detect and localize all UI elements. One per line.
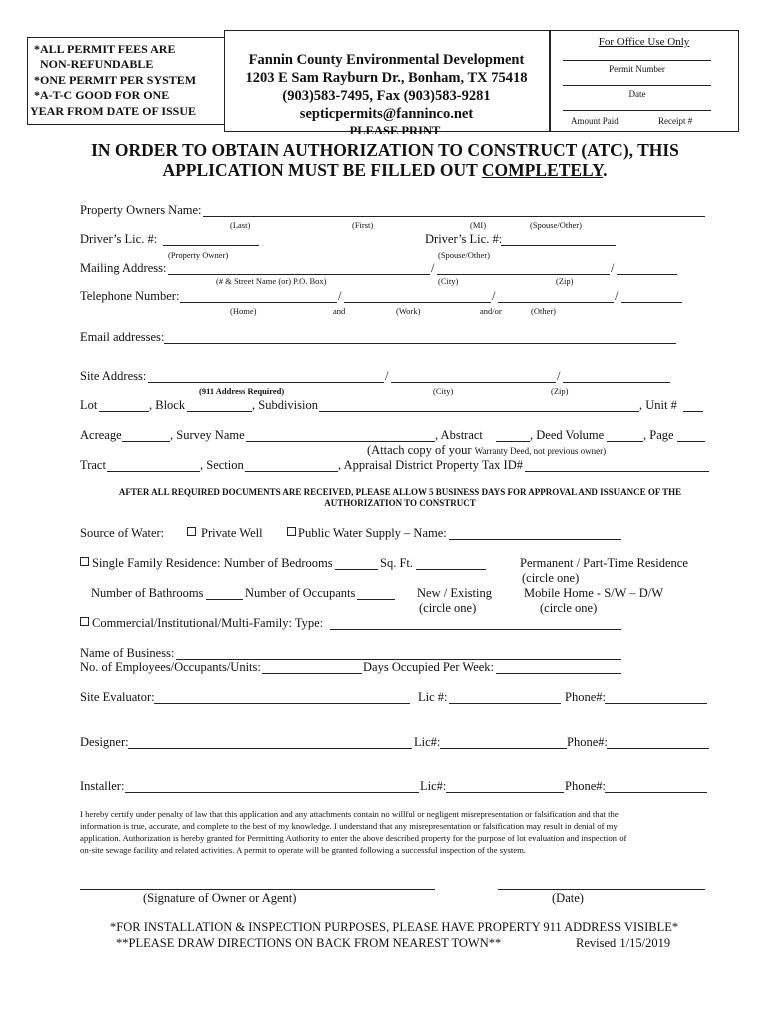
- slash: /: [611, 261, 615, 275]
- office-phone: (903)583-7495, Fax (903)583-9281: [282, 88, 491, 104]
- site-evaluator-lic-field[interactable]: [449, 703, 561, 704]
- circle-one-3: (circle one): [540, 601, 598, 615]
- block-field[interactable]: [187, 411, 252, 412]
- fees-line-5: YEAR FROM DATE OF ISSUE: [30, 104, 197, 118]
- survey-field[interactable]: [246, 441, 435, 442]
- slash: /: [385, 369, 389, 383]
- survey-label: , Survey Name: [170, 428, 245, 442]
- public-water-label: Public Water Supply – Name:: [298, 526, 447, 540]
- sub-other: (Other): [531, 306, 557, 316]
- checkbox-icon[interactable]: [187, 527, 196, 536]
- sub-spouse: (Spouse/Other): [530, 220, 582, 230]
- site-address-label: Site Address:: [80, 369, 147, 383]
- designer-phone-label: Phone#:: [567, 735, 608, 749]
- sub-andor: and/or: [480, 306, 502, 316]
- installer-lic-field[interactable]: [446, 792, 564, 793]
- business-name-label: Name of Business:: [80, 646, 175, 660]
- page-field[interactable]: [677, 441, 705, 442]
- sub-spouse-other: (Spouse/Other): [438, 250, 490, 260]
- email-field[interactable]: [164, 343, 676, 344]
- attach-prefix: (Attach copy of your: [367, 443, 475, 457]
- checkbox-icon[interactable]: [80, 557, 89, 566]
- private-well-label: Private Well: [201, 526, 263, 540]
- installer-phone-label: Phone#:: [565, 779, 606, 793]
- phone-home-field[interactable]: [180, 302, 337, 303]
- sub-and: and: [333, 306, 346, 316]
- form-title-line-1: IN ORDER TO OBTAIN AUTHORIZATION TO CONSTRUCT (ATC), THIS: [91, 140, 679, 160]
- permit-number-label: Permit Number: [609, 64, 665, 74]
- tract-label: Tract: [80, 458, 106, 472]
- site-evaluator-lic-label: Lic #:: [418, 690, 448, 704]
- office-date-label: Date: [628, 89, 646, 99]
- sub-work: (Work): [396, 306, 421, 316]
- drivers-lic-spouse-field[interactable]: [501, 245, 616, 246]
- site-evaluator-field[interactable]: [154, 703, 410, 704]
- telephone-label: Telephone Number:: [80, 289, 180, 303]
- signature-date-field[interactable]: [498, 889, 705, 890]
- phone-work-field[interactable]: [344, 302, 491, 303]
- section-field[interactable]: [245, 471, 338, 472]
- office-address: 1203 E Sam Rayburn Dr., Bonham, TX 75418: [245, 70, 528, 86]
- employees-field[interactable]: [262, 673, 362, 674]
- sub-zip: (Zip): [556, 276, 574, 286]
- office-email: septicpermits@fanninco.net: [299, 106, 474, 122]
- new-existing[interactable]: New / Existing: [417, 586, 492, 600]
- circle-one-2: (circle one): [419, 601, 477, 615]
- designer-phone-field[interactable]: [607, 748, 709, 749]
- sqft-label: Sq. Ft.: [380, 556, 414, 570]
- title-prefix: APPLICATION MUST BE FILLED OUT: [162, 160, 482, 180]
- certify-line-4: on-site sewage facility and related activities. A permit to operate will be granted following a successful inspection of the system.: [80, 845, 527, 855]
- subdivision-label: , Subdivision: [252, 398, 318, 412]
- form-title-line-2: [0, 161, 770, 180]
- sub-city: (City): [438, 276, 459, 286]
- attach-small: Warranty Deed, not previous owner): [474, 446, 607, 456]
- sub-site-zip: (Zip): [551, 386, 569, 396]
- certify-line-2: information is true, accurate, and complete to the best of my knowledge. I understand that any misrepresentation or falsification may result in denial of my: [80, 821, 618, 831]
- footer-line-2: **PLEASE DRAW DIRECTIONS ON BACK FROM NEAREST TOWN**: [116, 936, 502, 950]
- bathrooms-label: Number of Bathrooms: [91, 586, 204, 600]
- installer-lic-label: Lic#:: [420, 779, 447, 793]
- occupants-field[interactable]: [357, 599, 395, 600]
- public-water-name-field[interactable]: [449, 539, 621, 540]
- checkbox-icon[interactable]: [80, 617, 89, 626]
- sub-mi: (MI): [470, 220, 487, 230]
- circle-one-1: (circle one): [522, 571, 580, 585]
- abstract-label: , Abstract: [435, 428, 483, 442]
- slash: /: [431, 261, 435, 275]
- permit-number-line[interactable]: [563, 60, 711, 61]
- public-water-option[interactable]: [287, 526, 447, 540]
- sqft-field[interactable]: [416, 569, 486, 570]
- title-suffix: .: [603, 160, 608, 180]
- owner-name-label: Property Owners Name:: [80, 203, 202, 217]
- phone-extra-field[interactable]: [621, 302, 682, 303]
- site-street-field[interactable]: [148, 382, 384, 383]
- slash: /: [492, 289, 496, 303]
- office-use-title: For Office Use Only: [598, 36, 690, 48]
- fees-line-3: *ONE PERMIT PER SYSTEM: [34, 73, 197, 87]
- date-line[interactable]: [563, 85, 711, 86]
- fees-line-1: *ALL PERMIT FEES ARE: [34, 42, 176, 56]
- employees-label: No. of Employees/Occupants/Units:: [80, 660, 261, 674]
- certify-line-3: application. Authorization is hereby granted for Permitting Authority to enter the above described property for the purpose of lot evaluation and inspection of: [80, 833, 627, 843]
- signature-date-label: (Date): [552, 891, 584, 905]
- mailing-street-field[interactable]: [168, 274, 430, 275]
- certify-line-1: I hereby certify under penalty of law that this application and any attachments contain no willful or negligent misrepresentation or falsification and that the: [80, 809, 619, 819]
- footer-line-1: *FOR INSTALLATION & INSPECTION PURPOSES, PLEASE HAVE PROPERTY 911 ADDRESS VISIBLE*: [110, 920, 679, 934]
- water-source-label: Source of Water:: [80, 526, 165, 540]
- office-name: Fannin County Environmental Development: [248, 52, 525, 68]
- sub-street: (# & Street Name (or) P.O. Box): [216, 276, 327, 286]
- amount-line[interactable]: [563, 110, 711, 111]
- drivers-lic-owner-label: Driver’s Lic. #:: [80, 232, 158, 246]
- mobile-home[interactable]: Mobile Home - S/W – D/W: [524, 586, 663, 600]
- sub-911-required: (911 Address Required): [199, 386, 285, 396]
- tract-field[interactable]: [107, 471, 200, 472]
- mailing-city-field[interactable]: [437, 274, 610, 275]
- sub-site-city: (City): [433, 386, 454, 396]
- acreage-field[interactable]: [122, 441, 170, 442]
- lot-field[interactable]: [99, 411, 149, 412]
- checkbox-icon[interactable]: [287, 527, 296, 536]
- site-city-field[interactable]: [391, 382, 556, 383]
- unit-label: , Unit #: [639, 398, 677, 412]
- designer-field[interactable]: [128, 748, 412, 749]
- mailing-zip-field[interactable]: [617, 274, 677, 275]
- signature-field[interactable]: [80, 889, 435, 890]
- sub-first: (First): [352, 220, 374, 230]
- site-zip-field[interactable]: [563, 382, 670, 383]
- commercial-label: Commercial/Institutional/Multi-Family: Type:: [92, 616, 324, 630]
- installer-phone-field[interactable]: [605, 792, 707, 793]
- occupants-label: Number of Occupants: [245, 586, 356, 600]
- commercial-option[interactable]: [80, 616, 323, 630]
- owner-name-field[interactable]: [203, 216, 705, 217]
- deed-volume-field[interactable]: [607, 441, 643, 442]
- acreage-label: Acreage: [80, 428, 122, 442]
- installer-field[interactable]: [125, 792, 419, 793]
- designer-label: Designer:: [80, 735, 129, 749]
- signature-label: (Signature of Owner or Agent): [143, 891, 297, 905]
- sub-home: (Home): [230, 306, 257, 316]
- slash: /: [557, 369, 561, 383]
- designer-lic-label: Lic#:: [414, 735, 441, 749]
- title-emphasis: COMPLETELY: [481, 160, 604, 180]
- mailing-address-label: Mailing Address:: [80, 261, 167, 275]
- receipt-label: Receipt #: [658, 116, 693, 126]
- bedrooms-field[interactable]: [335, 569, 378, 570]
- lot-label: Lot: [80, 398, 98, 412]
- days-occupied-field[interactable]: [496, 673, 621, 674]
- unit-field[interactable]: [683, 411, 703, 412]
- page-label: , Page: [643, 428, 674, 442]
- deed-volume-label: , Deed Volume: [530, 428, 605, 442]
- permanent-parttime[interactable]: Permanent / Part-Time Residence: [520, 556, 688, 570]
- site-evaluator-phone-label: Phone#:: [565, 690, 606, 704]
- amount-paid-label: Amount Paid: [571, 116, 619, 126]
- single-family-label: Single Family Residence: Number of Bedrooms: [92, 556, 333, 570]
- fees-line-4: *A-T-C GOOD FOR ONE: [34, 88, 170, 102]
- email-label: Email addresses:: [80, 330, 165, 344]
- please-print: PLEASE PRINT: [349, 124, 441, 134]
- subdivision-field[interactable]: [319, 411, 639, 412]
- slash: /: [338, 289, 342, 303]
- notice-line-1: AFTER ALL REQUIRED DOCUMENTS ARE RECEIVED, PLEASE ALLOW 5 BUSINESS DAYS FOR APPROVAL AND ISSUANCE OF THE: [118, 487, 682, 497]
- drivers-lic-spouse-label: Driver’s Lic. #:: [425, 232, 503, 246]
- appraisal-label: , Appraisal District Property Tax ID#: [338, 458, 523, 472]
- phone-other-field[interactable]: [498, 302, 614, 303]
- block-label: , Block: [149, 398, 186, 412]
- private-well-option[interactable]: [187, 526, 263, 540]
- installer-label: Installer:: [80, 779, 125, 793]
- section-label: , Section: [200, 458, 244, 472]
- revised-date: Revised 1/15/2019: [576, 936, 671, 950]
- commercial-type-field[interactable]: [330, 629, 621, 630]
- days-occupied-label: Days Occupied Per Week:: [363, 660, 495, 674]
- drivers-lic-owner-field[interactable]: [163, 245, 259, 246]
- slash: /: [615, 289, 619, 303]
- site-evaluator-phone-field[interactable]: [605, 703, 707, 704]
- attach-note: [367, 443, 606, 458]
- designer-lic-field[interactable]: [440, 748, 567, 749]
- sub-last: (Last): [230, 220, 251, 230]
- sub-property-owner: (Property Owner): [168, 250, 229, 260]
- appraisal-field[interactable]: [525, 471, 709, 472]
- single-family-option[interactable]: [80, 556, 333, 570]
- abstract-field[interactable]: [496, 441, 530, 442]
- site-evaluator-label: Site Evaluator:: [80, 690, 155, 704]
- notice-line-2: AUTHORIZATION TO CONSTRUCT: [324, 498, 476, 508]
- bathrooms-field[interactable]: [206, 599, 243, 600]
- fees-line-2: NON-REFUNDABLE: [40, 57, 154, 71]
